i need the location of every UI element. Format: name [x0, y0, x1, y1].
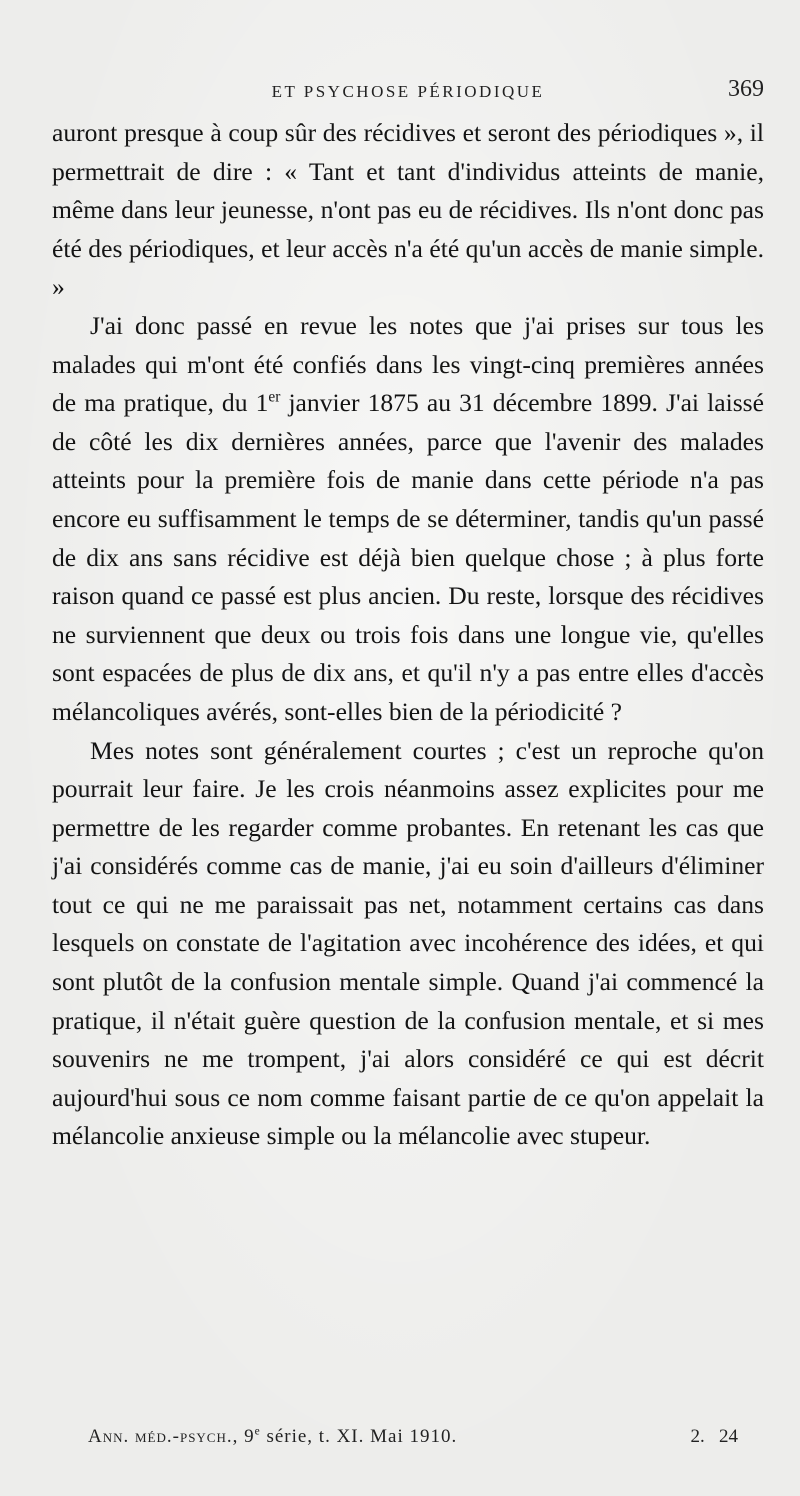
superscript-er: er: [268, 388, 281, 406]
body-text: [52, 114, 764, 1156]
paragraph-1: auront presque à coup sûr des récidives et seront des périodiques », il permettrait de dire : « Tant et tant d'individus atteints de manie, même dans leur jeunesse, n'ont pas eu de récidives. Ils n'ont donc pas été des périodiques, et leur accès n'a été qu'un accès de manie simple. »: [52, 118, 764, 302]
running-head: [52, 76, 764, 106]
paragraph-2-part-2: janvier 1875 au 31 décembre 1899. J'ai laissé de côté les dix dernières années, parce que l'avenir des malades atteints pour la première fois de manie dans cette période n'a pas encore eu suffisamment le temps de se déterminer, tandis qu'un passé de dix ans sans récidive est déjà bien quelque chose ; à plus forte raison quand ce passé est plus ancien. Du reste, lorsque des récidives ne surviennent que deux ou trois fois dans une longue vie, qu'elles sont espacées de plus de dix ans, et qu'il n'y a pas entre elles d'accès mélancoliques avérés, sont-elles bien de la périodicité ?: [52, 388, 764, 726]
series-superscript: e: [254, 1425, 261, 1438]
citation-details: série, t. XI. Mai 1910.: [260, 1426, 458, 1447]
series-number: 9: [244, 1426, 255, 1447]
page-number: 369: [728, 76, 764, 102]
signature-mark: 2. 24: [690, 1426, 738, 1447]
paragraph-2: [52, 307, 764, 732]
running-title: ET PSYCHOSE PÉRIODIQUE: [271, 82, 545, 101]
page-footer: [88, 1426, 738, 1456]
paragraph-3: Mes notes sont généralement courtes ; c'est un reproche qu'on pourrait leur faire. Je les crois néanmoins assez explicites pour me permettre de les regarder comme probantes. En retenant les cas que j'ai considérés comme cas de manie, j'ai eu soin d'ailleurs d'éliminer tout ce qui ne me paraissait pas net, notamment certains cas dans lesquels on constate de l'agitation avec incohérence des idées, et qui sont plutôt de la confusion mentale simple. Quand j'ai commencé la pratique, il n'était guère question de la confusion mentale, et si mes souvenirs ne me trompent, j'ai alors considéré ce qui est décrit aujourd'hui sous ce nom comme faisant partie de ce qu'on appelait la mélancolie anxieuse simple ou la mélancolie avec stupeur.: [52, 735, 764, 1151]
paragraph-2-part-1: J'ai donc passé en revue les notes que j'ai prises sur tous les malades qui m'ont été confiés dans les vingt-cinq premières années de ma pratique, du 1: [52, 310, 764, 418]
journal-abbr: Ann. méd.-psych.,: [88, 1426, 239, 1447]
journal-citation: [88, 1426, 457, 1448]
